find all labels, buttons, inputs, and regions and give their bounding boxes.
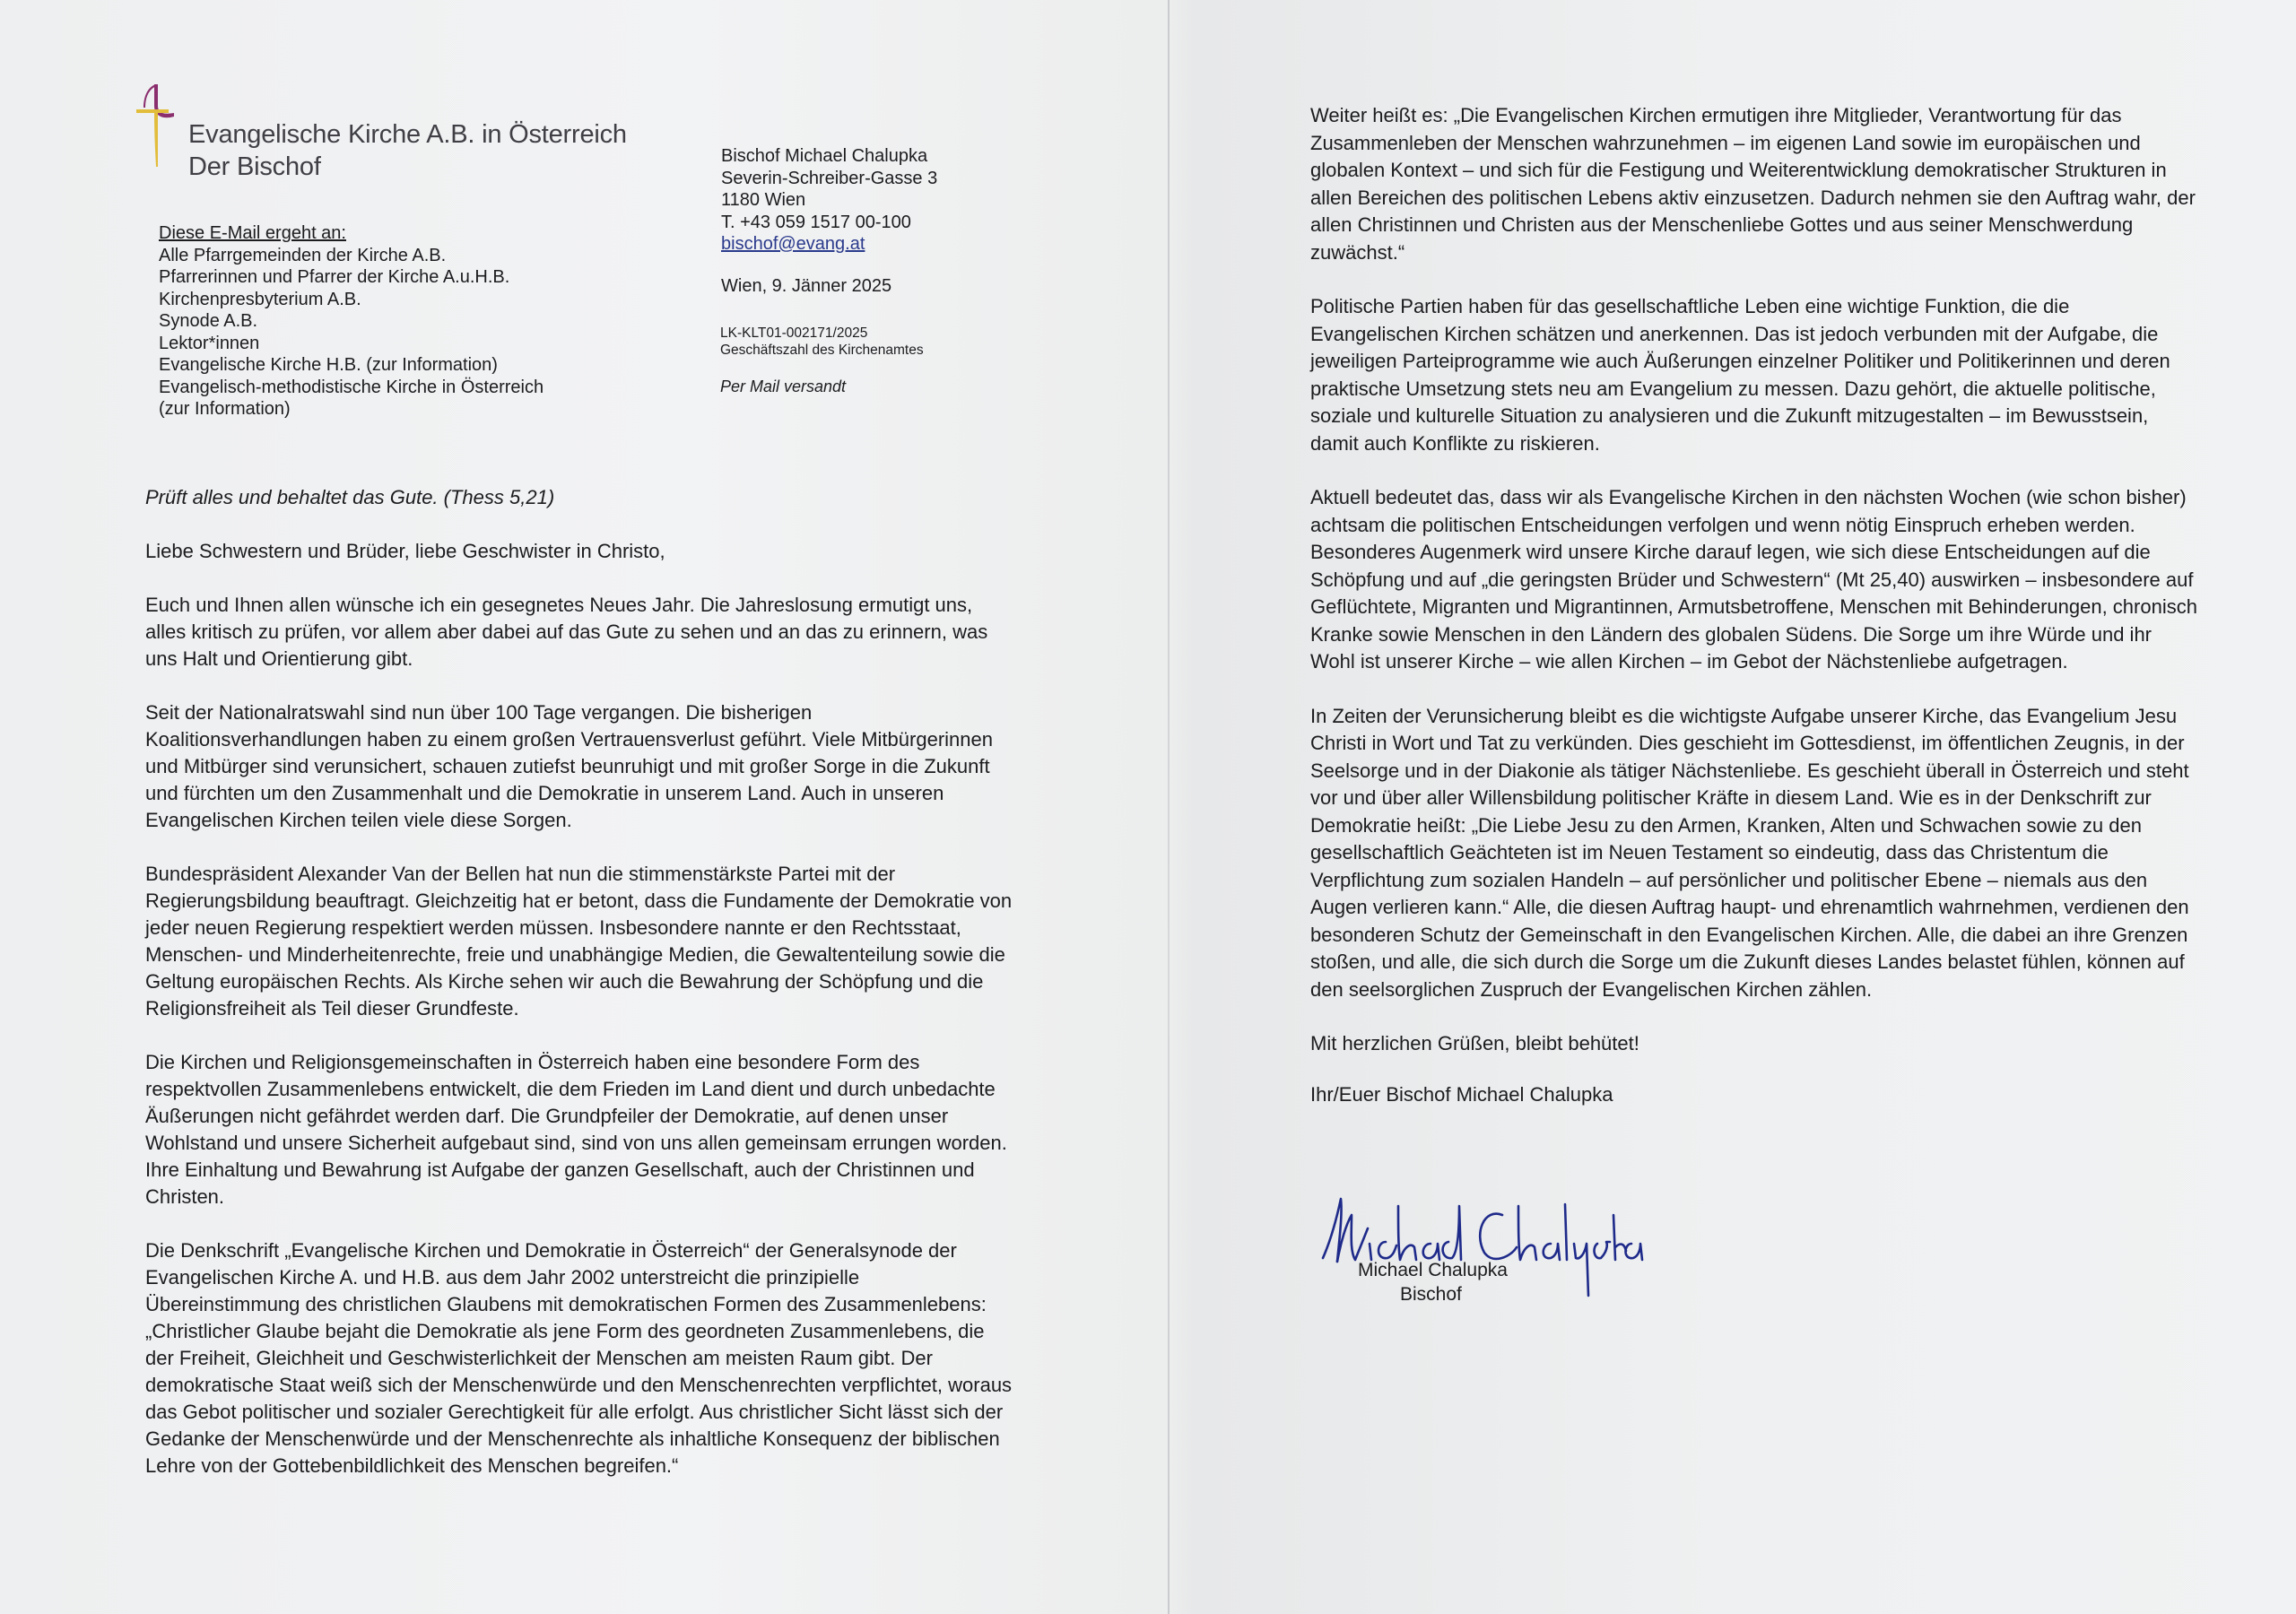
letter-body-right — [1310, 102, 2198, 1135]
page-right — [1170, 0, 2296, 1614]
page-fold — [1168, 0, 1170, 1614]
recipients-heading: Diese E-Mail ergeht an: — [159, 223, 346, 243]
sender-city: 1180 Wien — [721, 190, 806, 210]
signature-name: Michael Chalupka — [1358, 1260, 1508, 1280]
sender-address — [721, 145, 937, 256]
cross-logo-icon — [136, 79, 190, 169]
body-paragraph: Weiter heißt es: „Die Evangelischen Kirchen ermutigen ihre Mitglieder, Verantwortung für das Zusammenleben der Menschen wahrzunehmen – im eigenen Land sowie im europäischen und globalen Kontext – und sich für die Festigung und Weiterentwicklung demokratischer Strukturen in allen Bereichen des politischen Lebens aktiv einzusetzen. Dadurch nehmen sie den Auftrag wahr, der allen Christinnen und Christen aus der Menschenliebe Gottes und aus seiner Menschwerdung zuwächst.“ — [1310, 104, 2196, 264]
body-paragraph: Euch und Ihnen allen wünsche ich ein gesegnetes Neues Jahr. Die Jahreslosung ermutigt uns, alles kritisch zu prüfen, vor allem aber dabei auf das Gute zu sehen und an das zu erinnern, was uns Halt und Orientierung gibt. — [145, 594, 988, 670]
reference-block — [720, 325, 924, 359]
body-paragraph: Bundespräsident Alexander Van der Bellen hat nun die stimmenstärkste Partei mit der Regierungsbildung beauftragt. Gleichzeitig hat er betont, dass die Fundamente der Demokratie von jeder neuen Regierung respektiert werden müssen. Insbesondere nannte er den Rechtsstaat, Menschen- und Minderheitenrechte, freie und unabhängige Medien, die Gewaltenteilung sowie die Geltung europäischen Rechts. Als Kirche sehen wir auch die Bewahrung der Schöpfung und die Religionsfreiheit als Teil dieser Grundfeste. — [145, 863, 1013, 1020]
handwritten-signature — [1305, 1188, 1646, 1305]
body-paragraph: In Zeiten der Verunsicherung bleibt es die wichtigste Aufgabe unserer Kirche, das Evangelium Jesu Christi in Wort und Tat zu verkünden. Dies geschieht im Gottesdienst, im öffentlichen Zeugnis, in der Seelsorge und in der Diakonie als tätiger Nächstenliebe. Es geschieht überall in Österreich und steht vor und über aller Willensbildung politischer Kräfte in diesem Land. Wie es in der Denkschrift zur Demokratie heißt: „Die Liebe Jesu zu den Armen, Kranken, Alten und Schwachen sowie zu den gesellschaftlich Geächteten ist im Neuen Testament so eindeutig, dass das Christentum die Verpflichtung zum sozialen Handeln – auf persönlicher und politischer Ebene – niemals aus den Augen verlieren kann.“ Alle, die diesen Auftrag haupt- und ehrenamtlich wahrnehmen, verdienen den besonderen Schutz der Gemeinschaft in den Evangelischen Kirchen. Alle, die dabei an ihre Grenzen stoßen, und alle, die sich durch die Sorge um die Zukunft dieses Landes belastet fühlen, können auf den seelsorglichen Zuspruch der Evangelischen Kirchen zählen. — [1310, 704, 2189, 1001]
body-paragraph: Die Kirchen und Religionsgemeinschaften in Österreich haben eine besondere Form des respektvollen Zusammenlebens entwickelt, die dem Frieden im Land dient und durch unbedachte Äußerungen nicht gefährdet werden darf. Die Grundpfeiler der Demokratie, auf denen unser Wohlstand und unsere Sicherheit aufgebaut sind, sind von uns allen gemeinsam errungen worden. Ihre Einhaltung und Bewahrung ist Aufgabe der ganzen Gesellschaft, auch der Christinnen und Christen. — [145, 1051, 1007, 1208]
recipient-item: Lektor*innen — [159, 333, 260, 353]
sender-street: Severin-Schreiber-Gasse 3 — [721, 168, 938, 188]
salutation: Liebe Schwestern und Brüder, liebe Geschwister in Christo, — [145, 540, 665, 562]
recipient-item: Evangelische Kirche H.B. (zur Information) — [159, 355, 498, 375]
body-paragraph: Die Denkschrift „Evangelische Kirchen und Demokratie in Österreich“ der Generalsynode der Evangelischen Kirche A. und H.B. aus dem Jahr 2002 unterstreicht die prinzipielle Übereinstimmung des christlichen Glaubens mit demokratischen Formen des Zusammenlebens: „Christlicher Glaube bejaht die Demokratie als jene Form des geordneten Zusammenlebens, die der Freiheit, Gleichheit und Geschwisterlichkeit der Menschen am meisten Raum gibt. Der demokratische Staat weiß sich der Menschenwürde und den Menschenrechten verpflichtet, woraus das Gebot politischer und sozialer Gerechtigkeit für alle erfolgt. Aus christlicher Sicht lässt sich der Gedanke der Menschenwürde und der Menschenrechte als inhaltliche Konsequenz der biblischen Lehre von der Gottebenbildlichkeit des Menschen begreifen.“ — [145, 1239, 1013, 1477]
closing-line: Mit herzlichen Grüßen, bleibt behütet! — [1310, 1032, 1639, 1054]
org-name: Evangelische Kirche A.B. in Österreich — [188, 120, 627, 149]
church-logo — [136, 79, 657, 187]
reference-number: LK-KLT01-002171/2025 — [720, 325, 868, 341]
recipients-block — [159, 222, 544, 421]
signature-title: Bischof — [1400, 1284, 1462, 1305]
body-paragraph: Seit der Nationalratswahl sind nun über 100 Tage vergangen. Die bisherigen Koalitionsverhandlungen haben zu einem großen Vertrauensverlust geführt. Viele Mitbürgerinnen und Mitbürger sind verunsichert, schauen zutiefst beunruhigt und mit großer Sorge in die Zukunft und fürchten um den Zusammenhalt und die Demokratie in unserem Land. Auch in unseren Evangelischen Kirchen teilen viele diese Sorgen. — [145, 701, 993, 831]
recipient-item: Synode A.B. — [159, 311, 258, 331]
letter-date: Wien, 9. Jänner 2025 — [721, 276, 892, 296]
recipient-item: Evangelisch-methodistische Kirche in Österreich — [159, 377, 544, 397]
body-paragraph: Politische Partien haben für das gesellschaftliche Leben eine wichtige Funktion, die die Evangelischen Kirchen schätzen und anerkennen. Das ist jedoch verbunden mit der Aufgabe, die jeweiligen Parteiprogramme wie auch Äußerungen einzelner Politiker und Politikerinnen und deren praktische Umsetzung stets neu am Evangelium zu messen. Dazu gehört, die aktuelle politische, soziale und kulturelle Situation zu analysieren und die Zukunft mitzugestalten – im Bewusstsein, damit auch Konflikte zu riskieren. — [1310, 295, 2170, 455]
motto: Prüft alles und behaltet das Gute. (Thess 5,21) — [145, 486, 555, 508]
signoff-line: Ihr/Euer Bischof Michael Chalupka — [1310, 1082, 1613, 1106]
recipient-item: Alle Pfarrgemeinden der Kirche A.B. — [159, 245, 447, 265]
recipient-item: (zur Information) — [159, 399, 291, 419]
sender-name: Bischof Michael Chalupka — [721, 146, 928, 166]
sender-email-link[interactable]: bischof@evang.at — [721, 234, 865, 254]
letter-body-left — [145, 484, 1015, 1506]
reference-label: Geschäftszahl des Kirchenamtes — [720, 343, 924, 358]
recipient-item: Pfarrerinnen und Pfarrer der Kirche A.u.H.B. — [159, 267, 510, 287]
org-subtitle: Der Bischof — [188, 152, 321, 181]
body-paragraph: Aktuell bedeutet das, dass wir als Evangelische Kirchen in den nächsten Wochen (wie schon bisher) achtsam die politischen Entscheidungen verfolgen und wenn nötig Einspruch erheben werden. Besonderes Augenmerk wird unsere Kirche darauf legen, wie sich diese Entscheidungen auf die Schöpfung und auf „die geringsten Brüder und Schwestern“ (Mt 25,40) auswirken – insbesondere auf Geflüchtete, Migranten und Migrantinnen, Armutsbetroffene, Menschen mit Behinderungen, chronisch Kranke sowie Menschen in den Ländern des globalen Südens. Die Sorge um ihre Würde und ihr Wohl ist unserer Kirche – wie allen Kirchen – im Gebot der Nächstenliebe aufgetragen. — [1310, 486, 2197, 672]
recipient-item: Kirchenpresbyterium A.B. — [159, 289, 361, 309]
delivery-note: Per Mail versandt — [720, 377, 847, 395]
sender-phone: T. +43 059 1517 00-100 — [721, 212, 911, 232]
